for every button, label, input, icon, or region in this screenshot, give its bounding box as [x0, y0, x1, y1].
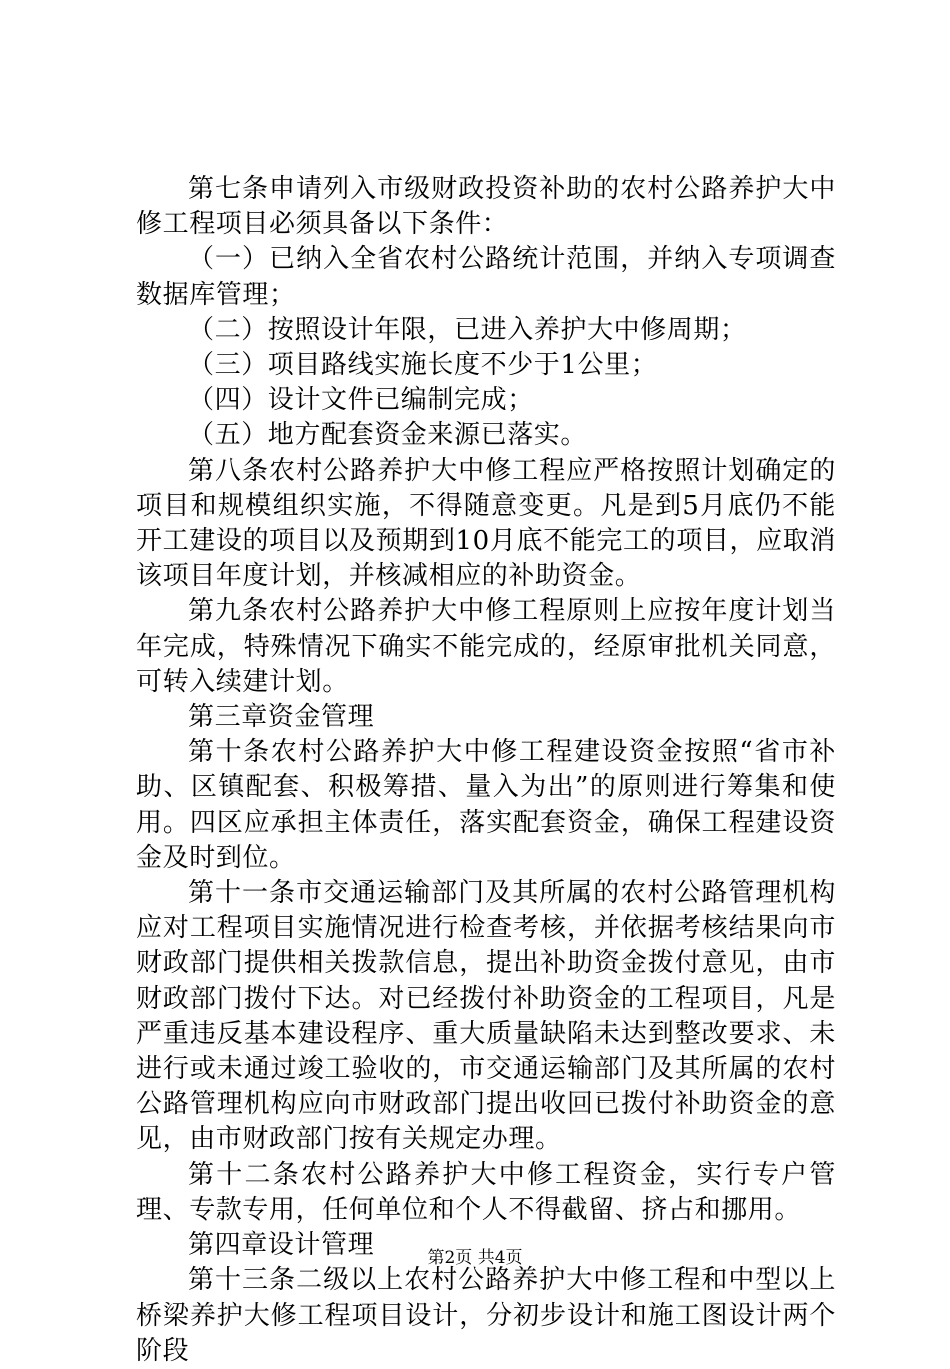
document-body: [136, 172, 836, 1369]
paragraph-article-12: 第十二条农村公路养护大中修工程资金，实行专户管理、专款专用，任何单位和个人不得截留、挤占和挪用。: [136, 1159, 836, 1225]
paragraph-condition-3: （三）项目路线实施长度不少于1公里；: [188, 350, 658, 381]
chapter-heading-4: 第四章设计管理: [188, 1230, 375, 1261]
paragraph-condition-2: （二）按照设计年限，已进入养护大中修周期；: [188, 314, 747, 345]
paragraph-article-8: 第八条农村公路养护大中修工程应严格按照计划确定的项目和规模组织实施，不得随意变更。凡是到5月底仍不能开工建设的项目以及预期到10月底不能完工的项目，应取消该项目年度计划，并核减相应的补助资金。: [136, 455, 836, 592]
paragraph-condition-1: （一）已纳入全省农村公路统计范围，并纳入专项调查数据库管理；: [136, 244, 836, 310]
paragraph-article-9: 第九条农村公路养护大中修工程原则上应按年度计划当年完成，特殊情况下确实不能完成的，经原审批机关同意，可转入续建计划。: [136, 596, 836, 697]
paragraph-article-10: 第十条农村公路养护大中修工程建设资金按照“省市补助、区镇配套、积极筹措、量入为出”的原则进行筹集和使用。四区应承担主体责任，落实配套资金，确保工程建设资金及时到位。: [136, 737, 836, 873]
chapter-heading-3: 第三章资金管理: [188, 702, 375, 733]
paragraph-condition-5: （五）地方配套资金来源已落实。: [188, 420, 588, 451]
paragraph-article-13: 第十三条二级以上农村公路养护大中修工程和中型以上桥梁养护大修工程项目设计，分初步设计和施工图设计两个阶段: [136, 1265, 836, 1366]
paragraph-article-11: 第十一条市交通运输部门及其所属的农村公路管理机构应对工程项目实施情况进行检查考核，并依据考核结果向市财政部门提供相关拨款信息，提出补助资金拨付意见，由市财政部门拨付下达。对已经拨付补助资金的工程项目，凡是严重违反基本建设程序、重大质量缺陷未达到整改要求、未进行或未通过竣工验收的，市交通运输部门及其所属的农村公路管理机构应向市财政部门提出收回已拨付补助资金的意见，由市财政部门按有关规定办理。: [136, 878, 836, 1155]
page-footer: 第2页 共4页: [427, 1248, 523, 1268]
paragraph-condition-4: （四）设计文件已编制完成；: [188, 385, 534, 416]
paragraph-article-7: 第七条申请列入市级财政投资补助的农村公路养护大中修工程项目必须具备以下条件：: [136, 174, 836, 240]
